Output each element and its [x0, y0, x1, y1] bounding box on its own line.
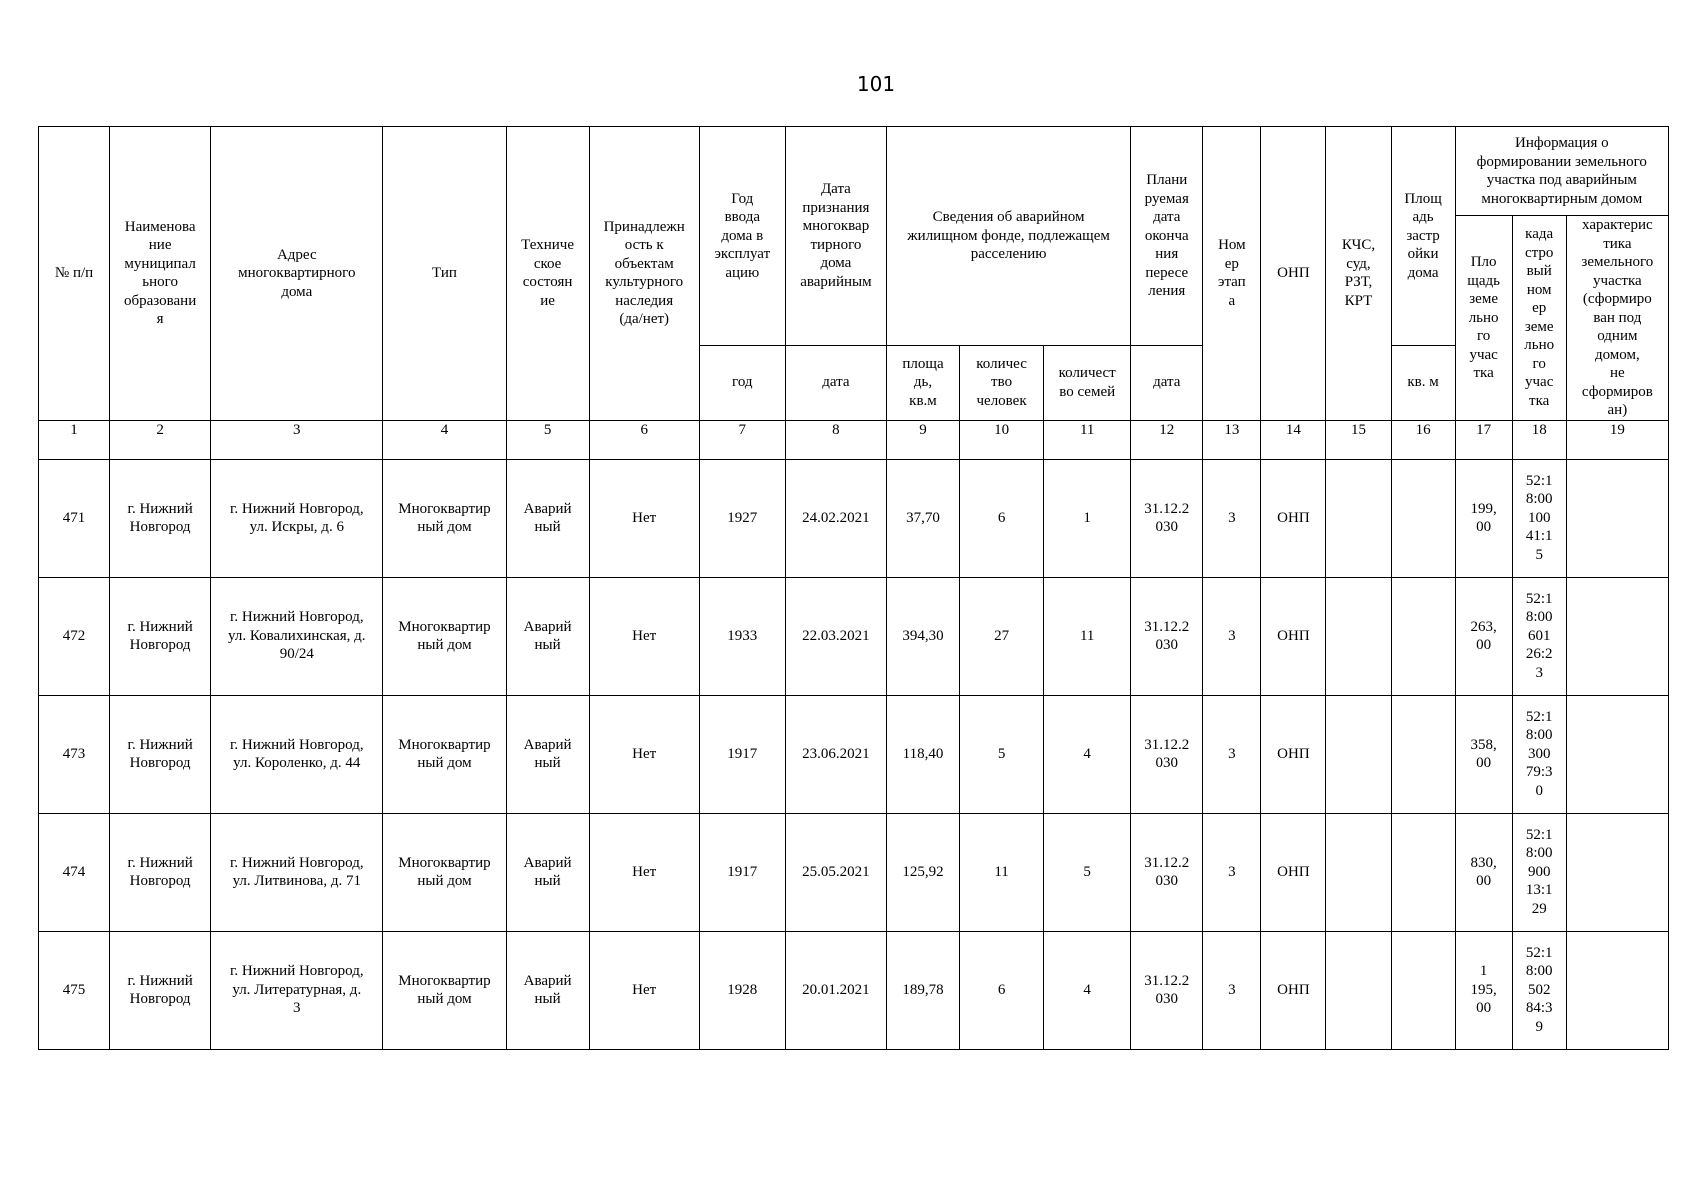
header-cell: Наименова ние муниципал ьного образовани я: [110, 127, 211, 421]
recognized-date-cell: 23.06.2021: [785, 695, 886, 813]
people-cell: 6: [960, 459, 1044, 577]
area-cell: 189,78: [886, 931, 959, 1049]
header-cell: Тип: [383, 127, 506, 421]
onp-cell: ОНП: [1261, 459, 1326, 577]
header-cell: дата: [1131, 345, 1203, 420]
table-row: [39, 931, 1669, 1049]
header-cell: № п/п: [39, 127, 110, 421]
recognized-date-cell: 22.03.2021: [785, 577, 886, 695]
built-area-cell: [1391, 577, 1455, 695]
municipality-cell: г. Нижний Новгород: [110, 459, 211, 577]
column-number: 17: [1455, 420, 1512, 459]
kchs-cell: [1326, 459, 1391, 577]
type-cell: Многоквартир ный дом: [383, 577, 506, 695]
onp-cell: ОНП: [1261, 695, 1326, 813]
cadastral-cell: 52:1 8:00 601 26:2 3: [1512, 577, 1566, 695]
year-cell: 1933: [699, 577, 785, 695]
area-cell: 118,40: [886, 695, 959, 813]
people-cell: 27: [960, 577, 1044, 695]
land-area-cell: 263, 00: [1455, 577, 1512, 695]
header-cell: када стро вый ном ер земе льно го учас тка: [1512, 216, 1566, 421]
stage-cell: 3: [1203, 695, 1261, 813]
people-cell: 6: [960, 931, 1044, 1049]
kchs-cell: [1326, 577, 1391, 695]
column-number: 7: [699, 420, 785, 459]
column-number: 8: [785, 420, 886, 459]
kchs-cell: [1326, 931, 1391, 1049]
land-area-cell: 1 195, 00: [1455, 931, 1512, 1049]
condition-cell: Аварий ный: [506, 813, 589, 931]
address-cell: г. Нижний Новгород, ул. Литвинова, д. 71: [211, 813, 383, 931]
land-char-cell: [1566, 577, 1668, 695]
type-cell: Многоквартир ный дом: [383, 459, 506, 577]
column-number: 10: [960, 420, 1044, 459]
column-number: 11: [1044, 420, 1131, 459]
municipality-cell: г. Нижний Новгород: [110, 931, 211, 1049]
condition-cell: Аварий ный: [506, 459, 589, 577]
condition-cell: Аварий ный: [506, 695, 589, 813]
planned-date-cell: 31.12.2 030: [1131, 931, 1203, 1049]
people-cell: 11: [960, 813, 1044, 931]
header-cell: Техниче ское состоян ие: [506, 127, 589, 421]
column-number: 5: [506, 420, 589, 459]
address-cell: г. Нижний Новгород, ул. Короленко, д. 44: [211, 695, 383, 813]
column-number: 3: [211, 420, 383, 459]
header-cell: год: [699, 345, 785, 420]
municipality-cell: г. Нижний Новгород: [110, 813, 211, 931]
page-number: 101: [856, 72, 896, 96]
year-cell: 1928: [699, 931, 785, 1049]
header-cell: Плани руемая дата оконча ния пересе ления: [1131, 127, 1203, 346]
row-number: 474: [39, 813, 110, 931]
column-number: 6: [589, 420, 699, 459]
header-cell: Сведения об аварийном жилищном фонде, подлежащем расселению: [886, 127, 1130, 346]
header-cell: Ном ер этап а: [1203, 127, 1261, 421]
column-number: 13: [1203, 420, 1261, 459]
heritage-cell: Нет: [589, 695, 699, 813]
address-cell: г. Нижний Новгород, ул. Ковалихинская, д. 90/24: [211, 577, 383, 695]
table-row: [39, 577, 1669, 695]
row-number: 475: [39, 931, 110, 1049]
families-cell: 4: [1044, 931, 1131, 1049]
families-cell: 4: [1044, 695, 1131, 813]
table-row: [39, 695, 1669, 813]
recognized-date-cell: 20.01.2021: [785, 931, 886, 1049]
column-number: 1: [39, 420, 110, 459]
header-row-top: [39, 127, 1669, 216]
kchs-cell: [1326, 695, 1391, 813]
families-cell: 1: [1044, 459, 1131, 577]
column-number: 2: [110, 420, 211, 459]
kchs-cell: [1326, 813, 1391, 931]
cadastral-cell: 52:1 8:00 900 13:1 29: [1512, 813, 1566, 931]
planned-date-cell: 31.12.2 030: [1131, 577, 1203, 695]
type-cell: Многоквартир ный дом: [383, 695, 506, 813]
address-cell: г. Нижний Новгород, ул. Искры, д. 6: [211, 459, 383, 577]
cadastral-cell: 52:1 8:00 100 41:1 5: [1512, 459, 1566, 577]
stage-cell: 3: [1203, 577, 1261, 695]
column-number: 16: [1391, 420, 1455, 459]
header-cell: Площ адь застр ойки дома: [1391, 127, 1455, 346]
built-area-cell: [1391, 931, 1455, 1049]
column-number: 14: [1261, 420, 1326, 459]
cadastral-cell: 52:1 8:00 300 79:3 0: [1512, 695, 1566, 813]
land-char-cell: [1566, 695, 1668, 813]
families-cell: 11: [1044, 577, 1131, 695]
municipality-cell: г. Нижний Новгород: [110, 695, 211, 813]
year-cell: 1917: [699, 813, 785, 931]
type-cell: Многоквартир ный дом: [383, 931, 506, 1049]
row-number: 472: [39, 577, 110, 695]
heritage-cell: Нет: [589, 931, 699, 1049]
built-area-cell: [1391, 459, 1455, 577]
families-cell: 5: [1044, 813, 1131, 931]
column-number: 12: [1131, 420, 1203, 459]
type-cell: Многоквартир ный дом: [383, 813, 506, 931]
table-row: [39, 459, 1669, 577]
year-cell: 1927: [699, 459, 785, 577]
land-area-cell: 358, 00: [1455, 695, 1512, 813]
address-cell: г. Нижний Новгород, ул. Литературная, д. 3: [211, 931, 383, 1049]
header-cell: Год ввода дома в эксплуат ацию: [699, 127, 785, 346]
onp-cell: ОНП: [1261, 813, 1326, 931]
recognized-date-cell: 25.05.2021: [785, 813, 886, 931]
column-number: 19: [1566, 420, 1668, 459]
emergency-housing-table: [38, 126, 1669, 1050]
stage-cell: 3: [1203, 813, 1261, 931]
heritage-cell: Нет: [589, 577, 699, 695]
people-cell: 5: [960, 695, 1044, 813]
area-cell: 394,30: [886, 577, 959, 695]
built-area-cell: [1391, 695, 1455, 813]
land-char-cell: [1566, 931, 1668, 1049]
header-cell: количес тво человек: [960, 345, 1044, 420]
onp-cell: ОНП: [1261, 577, 1326, 695]
cadastral-cell: 52:1 8:00 502 84:3 9: [1512, 931, 1566, 1049]
recognized-date-cell: 24.02.2021: [785, 459, 886, 577]
heritage-cell: Нет: [589, 459, 699, 577]
heritage-cell: Нет: [589, 813, 699, 931]
header-cell: количест во семей: [1044, 345, 1131, 420]
table-row: [39, 813, 1669, 931]
header-cell: Адрес многоквартирного дома: [211, 127, 383, 421]
area-cell: 37,70: [886, 459, 959, 577]
condition-cell: Аварий ный: [506, 931, 589, 1049]
planned-date-cell: 31.12.2 030: [1131, 695, 1203, 813]
land-area-cell: 199, 00: [1455, 459, 1512, 577]
header-cell: КЧС, суд, РЗТ, КРТ: [1326, 127, 1391, 421]
header-cell: Принадлежн ость к объектам культурного наследия (да/нет): [589, 127, 699, 421]
land-area-cell: 830, 00: [1455, 813, 1512, 931]
header-cell: Информация о формировании земельного участка под аварийным многоквартирным домом: [1455, 127, 1668, 216]
land-char-cell: [1566, 459, 1668, 577]
header-cell: ОНП: [1261, 127, 1326, 421]
stage-cell: 3: [1203, 459, 1261, 577]
condition-cell: Аварий ный: [506, 577, 589, 695]
column-number: 18: [1512, 420, 1566, 459]
municipality-cell: г. Нижний Новгород: [110, 577, 211, 695]
planned-date-cell: 31.12.2 030: [1131, 813, 1203, 931]
column-number: 4: [383, 420, 506, 459]
onp-cell: ОНП: [1261, 931, 1326, 1049]
stage-cell: 3: [1203, 931, 1261, 1049]
header-cell: характерис тика земельного участка (сформиро ван под одним домом, не сформиров ан): [1566, 216, 1668, 421]
area-cell: 125,92: [886, 813, 959, 931]
land-char-cell: [1566, 813, 1668, 931]
header-cell: площа дь, кв.м: [886, 345, 959, 420]
row-number: 473: [39, 695, 110, 813]
header-cell: Пло щадь земе льно го учас тка: [1455, 216, 1512, 421]
column-number: 9: [886, 420, 959, 459]
header-cell: кв. м: [1391, 345, 1455, 420]
built-area-cell: [1391, 813, 1455, 931]
planned-date-cell: 31.12.2 030: [1131, 459, 1203, 577]
header-cell: Дата признания многоквар тирного дома аварийным: [785, 127, 886, 346]
header-cell: дата: [785, 345, 886, 420]
year-cell: 1917: [699, 695, 785, 813]
row-number: 471: [39, 459, 110, 577]
column-number-row: [39, 420, 1669, 459]
column-number: 15: [1326, 420, 1391, 459]
